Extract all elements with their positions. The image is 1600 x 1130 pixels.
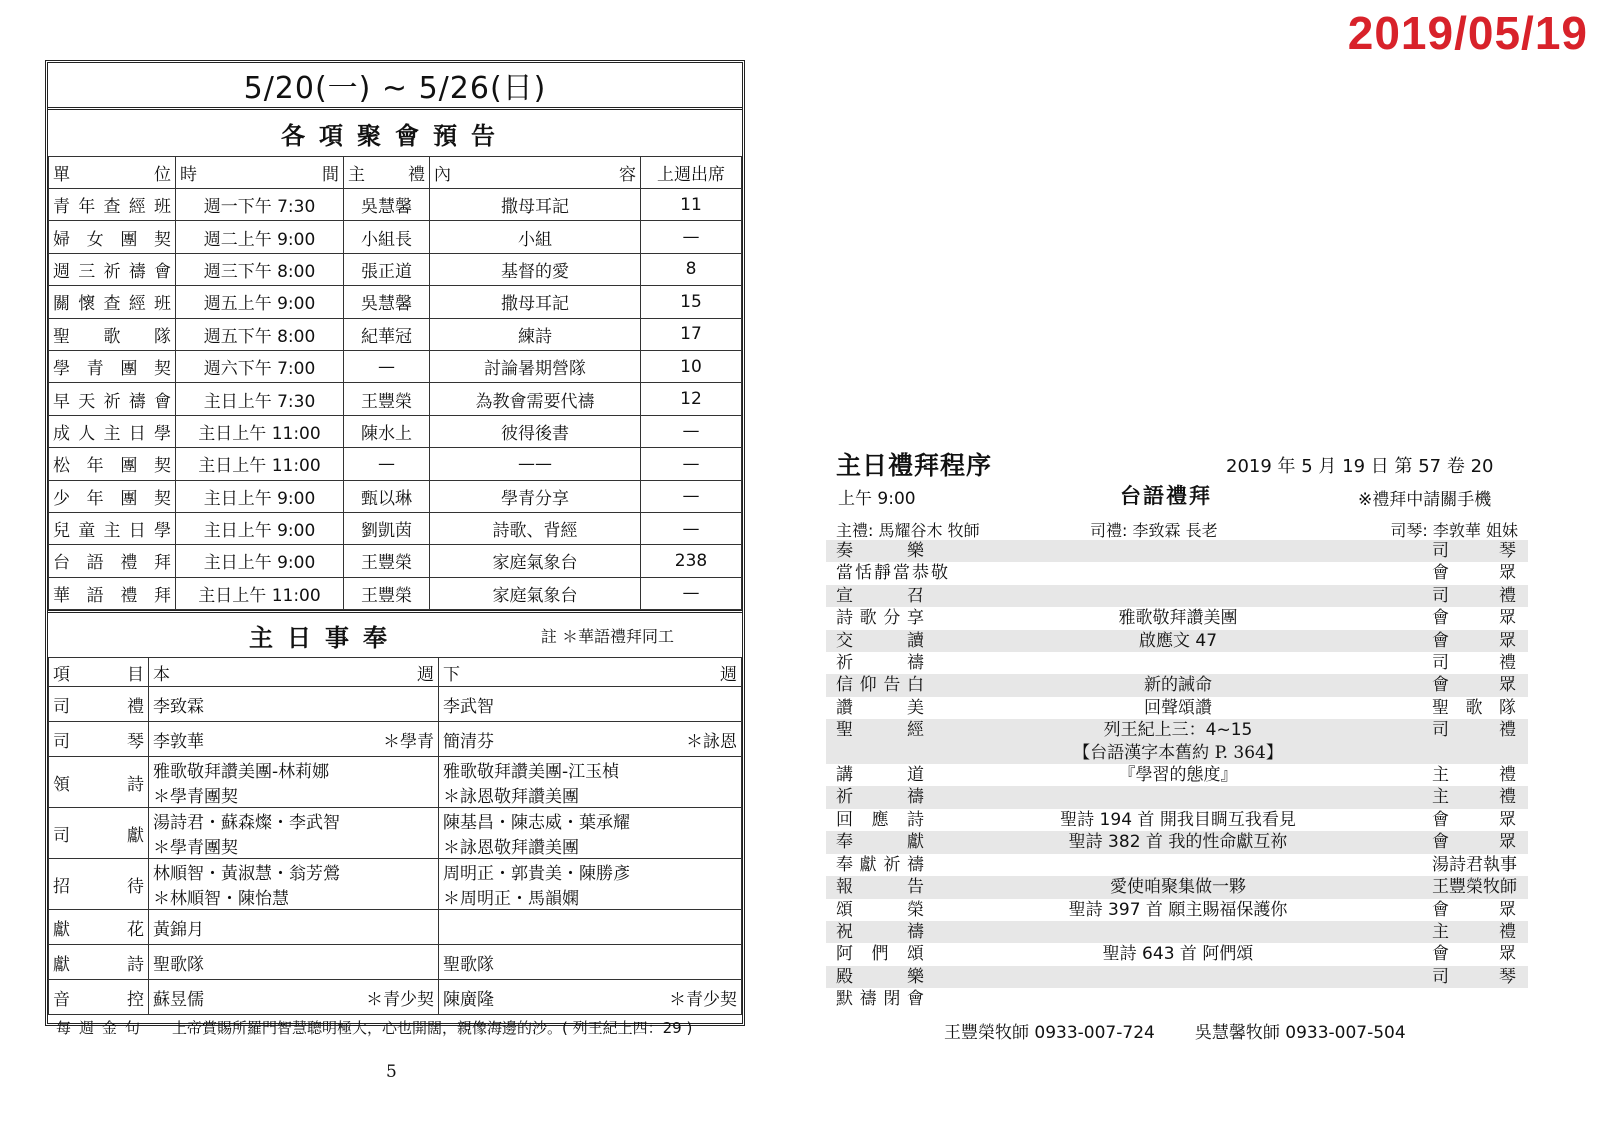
- order-content-main: 聖詩 643 首 阿們頌: [1102, 944, 1254, 965]
- meeting-attendance: —: [641, 448, 742, 480]
- meeting-row: [49, 221, 742, 253]
- verse-label: 每週金句: [56, 1019, 149, 1037]
- meeting-leader: 甄以琳: [344, 480, 430, 512]
- duty-next-name: 簡清芬: [443, 731, 494, 752]
- meeting-row: [49, 545, 742, 577]
- order-of-service: [826, 540, 1528, 1011]
- order-item-content: [924, 899, 1432, 921]
- meeting-unit: 松年團契: [49, 448, 176, 480]
- meeting-leader: 紀華冠: [344, 318, 430, 350]
- meeting-row: [49, 189, 742, 221]
- duty-row: [49, 910, 742, 945]
- meeting-time: 主日上午 11:00: [176, 448, 344, 480]
- duty-this-name: 李敦華: [153, 731, 204, 752]
- meeting-attendance: —: [641, 221, 742, 253]
- meeting-attendance: 8: [641, 253, 742, 285]
- meeting-time: 主日上午 9:00: [176, 480, 344, 512]
- order-item-name: 宣召: [836, 585, 924, 606]
- meeting-leader: —: [344, 448, 430, 480]
- duty-item: 招待: [49, 859, 149, 910]
- duty-table: [48, 657, 742, 1015]
- order-item-content: [924, 630, 1432, 652]
- meeting-content: 基督的愛: [430, 253, 641, 285]
- duty-this-week: [149, 980, 439, 1015]
- order-item: [826, 921, 1528, 943]
- order-content-main: 回聲頌讚: [1144, 697, 1212, 718]
- order-item-responsible: 會眾: [1432, 809, 1516, 830]
- order-item-content: [924, 831, 1432, 853]
- duty-this-name: 黃錦月: [153, 919, 204, 940]
- meeting-leader: 張正道: [344, 253, 430, 285]
- meeting-attendance: 17: [641, 318, 742, 350]
- duty-next-note: ＊詠恩: [686, 731, 737, 752]
- order-item: [826, 697, 1528, 719]
- contact-1: 王豐榮牧師 0933-007-724: [944, 1023, 1155, 1043]
- meeting-unit: 青年查經班: [49, 189, 176, 221]
- meeting-attendance: —: [641, 577, 742, 609]
- duty-next-week: [439, 859, 742, 910]
- order-item: [826, 876, 1528, 898]
- meeting-time: 主日上午 9:00: [176, 512, 344, 544]
- order-item-content: [924, 719, 1432, 764]
- order-item: [826, 674, 1528, 696]
- meeting-time: 週六下午 7:00: [176, 350, 344, 382]
- order-item-name: 交讀: [836, 630, 924, 651]
- duty-header-next-week: 下 週: [439, 658, 742, 687]
- order-item: [826, 630, 1528, 652]
- order-item-responsible: 會眾: [1432, 899, 1516, 920]
- duty-row: [49, 757, 742, 808]
- order-item-responsible: 主禮: [1432, 921, 1516, 942]
- meeting-time: 主日上午 11:00: [176, 577, 344, 609]
- duty-next-line2: ＊周明正・馬韻嫻: [443, 889, 579, 910]
- meeting-unit: 關懷查經班: [49, 286, 176, 318]
- meeting-time: 週五上午 9:00: [176, 286, 344, 318]
- organist: 司琴: 李敦華 姐妹: [1390, 521, 1518, 540]
- meeting-unit: 週三祈禱會: [49, 253, 176, 285]
- order-item: [826, 652, 1528, 674]
- order-content-main: 新的誡命: [1144, 675, 1212, 696]
- duty-next-week: [439, 722, 742, 757]
- duty-this-line1: 雅歌敬拜讚美團-林莉娜: [153, 762, 330, 783]
- order-item-responsible: 會眾: [1432, 608, 1516, 629]
- meeting-attendance: 238: [641, 545, 742, 577]
- order-item: [826, 809, 1528, 831]
- duty-next-name: 李武智: [443, 696, 494, 717]
- verse-text: 上帝賞賜所羅門智慧聰明極大，心也開闊，親像海邊的沙。( 列王紀上四：29 ): [172, 1019, 693, 1037]
- duty-this-week: [149, 687, 439, 722]
- order-item-content: [924, 809, 1432, 831]
- order-item-responsible: 司琴: [1432, 541, 1516, 561]
- duty-item: 司琴: [49, 722, 149, 757]
- duty-row: [49, 808, 742, 859]
- duty-row: [49, 722, 742, 757]
- meeting-time: 週五下午 8:00: [176, 318, 344, 350]
- meeting-leader: 王豐榮: [344, 383, 430, 415]
- meeting-unit: 婦女團契: [49, 221, 176, 253]
- service-time: 上午 9:00: [838, 489, 916, 509]
- header-time: 時 間: [176, 157, 344, 189]
- order-item-responsible: 司禮: [1432, 585, 1516, 606]
- meeting-leader: 小組長: [344, 221, 430, 253]
- duty-next-week: [439, 945, 742, 980]
- duty-header: [48, 610, 742, 657]
- order-item-responsible: 會眾: [1432, 630, 1516, 651]
- duty-row: [49, 687, 742, 722]
- order-item-responsible: 湯詩君執事: [1432, 854, 1517, 875]
- meetings-header-row: [49, 157, 742, 189]
- meeting-content: 小組: [430, 221, 641, 253]
- page-number: 5: [386, 1062, 397, 1082]
- order-item-name: 報告: [836, 877, 924, 898]
- duty-this-line2: ＊學青團契: [153, 787, 238, 808]
- meeting-content: 撒母耳記: [430, 189, 641, 221]
- duty-this-name: 李致霖: [153, 696, 204, 717]
- meeting-time: 主日上午 9:00: [176, 545, 344, 577]
- order-item-responsible: 聖歌隊: [1432, 697, 1516, 718]
- presider: 主禮: 馬耀谷木 牧師: [836, 521, 980, 540]
- meeting-leader: 吳慧馨: [344, 286, 430, 318]
- header-leader: 主 禮: [344, 157, 430, 189]
- duty-header-item: 項 目: [49, 658, 149, 687]
- liturgist: 司禮: 李致霖 長老: [1090, 521, 1218, 540]
- duty-next-line1: 陳基昌・陳志威・葉承耀: [443, 813, 630, 834]
- order-item: [826, 585, 1528, 607]
- order-item-name: 回應詩: [836, 809, 924, 830]
- order-item-name: 詩歌分享: [836, 608, 924, 629]
- duty-next-week: [439, 808, 742, 859]
- order-content-main: 聖詩 194 首 開我目睭互我看見: [1060, 809, 1296, 830]
- meeting-leader: 王豐榮: [344, 545, 430, 577]
- order-item-responsible: 司禮: [1432, 653, 1516, 674]
- duty-row: [49, 859, 742, 910]
- meeting-content: 練詩: [430, 318, 641, 350]
- duty-item: 獻花: [49, 910, 149, 945]
- duty-row: [49, 945, 742, 980]
- order-item: [826, 540, 1528, 562]
- order-content-main: 聖詩 382 首 我的性命獻互祢: [1068, 832, 1288, 853]
- duty-next-week: [439, 910, 742, 945]
- meeting-row: [49, 415, 742, 447]
- meeting-content: 撒母耳記: [430, 286, 641, 318]
- duty-next-note: ＊青少契: [669, 989, 737, 1010]
- order-item-responsible: 主禮: [1432, 765, 1516, 786]
- meeting-attendance: 11: [641, 189, 742, 221]
- duty-next-line2: ＊詠恩敬拜讚美團: [443, 838, 579, 859]
- meeting-leader: 王豐榮: [344, 577, 430, 609]
- meeting-unit: 早天祈禱會: [49, 383, 176, 415]
- order-item-name: 奏樂: [836, 541, 924, 561]
- program-title: 主日禮拜程序: [836, 451, 993, 480]
- meeting-time: 週二上午 9:00: [176, 221, 344, 253]
- order-item-content: [924, 764, 1432, 786]
- duty-this-note: ＊學青: [383, 731, 434, 752]
- meeting-attendance: —: [641, 512, 742, 544]
- duty-note: 註 ＊華語禮拜同工: [540, 626, 674, 646]
- order-item-name: 聖經: [836, 720, 924, 741]
- meeting-unit: 成人主日學: [49, 415, 176, 447]
- meeting-row: [49, 577, 742, 609]
- meeting-content: 家庭氣象台: [430, 545, 641, 577]
- header-unit: 單 位: [49, 157, 176, 189]
- duty-item: 領詩: [49, 757, 149, 808]
- meeting-row: [49, 350, 742, 382]
- meeting-leader: 劉凱茵: [344, 512, 430, 544]
- service-name: 台語禮拜: [1120, 484, 1212, 508]
- date-range-title: 5/20(一) ~ 5/26(日): [48, 63, 742, 110]
- order-content-main: 啟應文 47: [1138, 630, 1218, 651]
- order-item: [826, 831, 1528, 853]
- order-item: [826, 786, 1528, 808]
- meeting-row: [49, 512, 742, 544]
- order-item-name: 默禱閉會: [836, 989, 924, 1010]
- meeting-row: [49, 286, 742, 318]
- order-item: [826, 899, 1528, 921]
- duty-header-this-week: 本 週: [149, 658, 439, 687]
- duty-item: 音控: [49, 980, 149, 1015]
- order-item-name: 阿們頌: [836, 944, 924, 965]
- order-content-main: 雅歌敬拜讚美團: [1118, 608, 1238, 629]
- meeting-attendance: —: [641, 480, 742, 512]
- duty-next-week: [439, 757, 742, 808]
- order-item-responsible: 會眾: [1432, 944, 1516, 965]
- meeting-row: [49, 383, 742, 415]
- meeting-content: 學青分享: [430, 480, 641, 512]
- duty-item: 獻詩: [49, 945, 149, 980]
- meeting-attendance: —: [641, 415, 742, 447]
- meeting-leader: 吳慧馨: [344, 189, 430, 221]
- duty-this-name: 蘇昱儒: [153, 989, 204, 1010]
- order-item-name: 講道: [836, 765, 924, 786]
- header-content: 內 容: [430, 157, 641, 189]
- order-item: [826, 988, 1528, 1010]
- meeting-unit: 聖歌隊: [49, 318, 176, 350]
- meeting-leader: —: [344, 350, 430, 382]
- duty-next-name: 陳廣隆: [443, 989, 494, 1010]
- order-item: [826, 607, 1528, 629]
- pastor-contacts: [944, 1018, 1446, 1043]
- order-item-content: [924, 697, 1432, 719]
- meeting-unit: 兒童主日學: [49, 512, 176, 544]
- duty-this-week: [149, 859, 439, 910]
- duty-this-note: ＊青少契: [366, 989, 434, 1010]
- order-item-responsible: 會眾: [1432, 832, 1516, 853]
- order-item-name: 讚美: [836, 697, 924, 718]
- order-item-name: 祝禱: [836, 921, 924, 942]
- duty-next-line1: 周明正・郭貴美・陳勝彥: [443, 864, 630, 885]
- order-item: [826, 764, 1528, 786]
- duty-this-week: [149, 757, 439, 808]
- order-item-responsible: 會眾: [1432, 675, 1516, 696]
- order-item: [826, 719, 1528, 764]
- meeting-attendance: 15: [641, 286, 742, 318]
- meeting-content: 彼得後書: [430, 415, 641, 447]
- order-item: [826, 562, 1528, 584]
- duty-this-week: [149, 808, 439, 859]
- order-item: [826, 966, 1528, 988]
- order-item-content: [924, 607, 1432, 629]
- duty-this-week: [149, 722, 439, 757]
- duty-next-week: [439, 980, 742, 1015]
- order-item-content: [924, 943, 1432, 965]
- meeting-time: 週三下午 8:00: [176, 253, 344, 285]
- header-attendance: 上週出席: [641, 157, 742, 189]
- meeting-attendance: 12: [641, 383, 742, 415]
- duty-header-row: [49, 658, 742, 687]
- duty-title: 主日事奉: [249, 623, 401, 652]
- order-item-responsible: 司禮: [1432, 720, 1516, 741]
- order-content-main: 列王紀上三：4~15: [1103, 720, 1253, 741]
- date-stamp: 2019/05/19: [1347, 7, 1588, 59]
- duty-next-week: [439, 687, 742, 722]
- order-item-name: 頌榮: [836, 899, 924, 920]
- order-item-name: 奉獻祈禱: [836, 854, 924, 875]
- meeting-attendance: 10: [641, 350, 742, 382]
- order-item-content: [924, 674, 1432, 696]
- order-item-name: 殿樂: [836, 966, 924, 987]
- meeting-leader: 陳水上: [344, 415, 430, 447]
- meeting-row: [49, 448, 742, 480]
- meetings-title: 各項聚會預告: [281, 121, 509, 150]
- order-item-name: 信仰告白: [836, 675, 924, 696]
- order-item-name: 奉獻: [836, 832, 924, 853]
- weekly-schedule-box: [45, 60, 745, 1026]
- order-item-name: 當恬靜當恭敬: [836, 563, 950, 584]
- duty-item: 司獻: [49, 808, 149, 859]
- order-content-sub: 【台語漢字本舊約 P. 364】: [1073, 742, 1283, 763]
- order-item-content: [924, 876, 1432, 898]
- duty-this-line1: 林順智・黃淑慧・翁芳鶯: [153, 864, 340, 885]
- meeting-unit: 少年團契: [49, 480, 176, 512]
- issue-info: 2019 年 5 月 19 日 第 57 卷 20: [1226, 456, 1494, 477]
- duty-row: [49, 980, 742, 1015]
- duty-this-line1: 湯詩君・蘇森燦・李武智: [153, 813, 340, 834]
- order-item: [826, 943, 1528, 965]
- order-item-responsible: 王豐榮牧師: [1432, 877, 1517, 898]
- duty-this-name: 聖歌隊: [153, 954, 204, 975]
- meeting-row: [49, 253, 742, 285]
- order-content-main: 聖詩 397 首 願主賜福保護你: [1068, 899, 1288, 920]
- meeting-row: [49, 480, 742, 512]
- meeting-time: 主日上午 11:00: [176, 415, 344, 447]
- meeting-time: 週一下午 7:30: [176, 189, 344, 221]
- meetings-table: [48, 156, 742, 610]
- order-item-responsible: 主禮: [1432, 787, 1516, 808]
- order-content-main: 『學習的態度』: [1118, 765, 1238, 786]
- contact-2: 吳慧馨牧師 0933-007-504: [1194, 1023, 1406, 1043]
- meeting-content: 為教會需要代禱: [430, 383, 641, 415]
- order-item-responsible: 司琴: [1432, 966, 1516, 987]
- meeting-row: [49, 318, 742, 350]
- meeting-content: 討論暑期營隊: [430, 350, 641, 382]
- duty-this-line2: ＊學青團契: [153, 838, 238, 859]
- duty-this-week: [149, 910, 439, 945]
- order-item-name: 祈禱: [836, 653, 924, 674]
- order-item-responsible: 會眾: [1432, 563, 1516, 584]
- meeting-unit: 台語禮拜: [49, 545, 176, 577]
- duty-this-line2: ＊林順智・陳怡慧: [153, 889, 289, 910]
- meeting-content: 詩歌、背經: [430, 512, 641, 544]
- duty-next-line1: 雅歌敬拜讚美團-江玉楨: [443, 762, 620, 783]
- meeting-content: 家庭氣象台: [430, 577, 641, 609]
- meeting-unit: 學青團契: [49, 350, 176, 382]
- phone-notice: ※禮拜中請關手機: [1358, 490, 1492, 510]
- meeting-content: ——: [430, 448, 641, 480]
- order-content-main: 愛使咱聚集做一夥: [1110, 877, 1246, 898]
- duty-item: 司禮: [49, 687, 149, 722]
- duty-next-name: 聖歌隊: [443, 954, 494, 975]
- order-item: [826, 854, 1528, 876]
- weekly-verse: [56, 1017, 746, 1038]
- meeting-unit: 華語禮拜: [49, 577, 176, 609]
- meeting-time: 主日上午 7:30: [176, 383, 344, 415]
- duty-next-line2: ＊詠恩敬拜讚美團: [443, 787, 579, 808]
- duty-this-week: [149, 945, 439, 980]
- order-item-name: 祈禱: [836, 787, 924, 808]
